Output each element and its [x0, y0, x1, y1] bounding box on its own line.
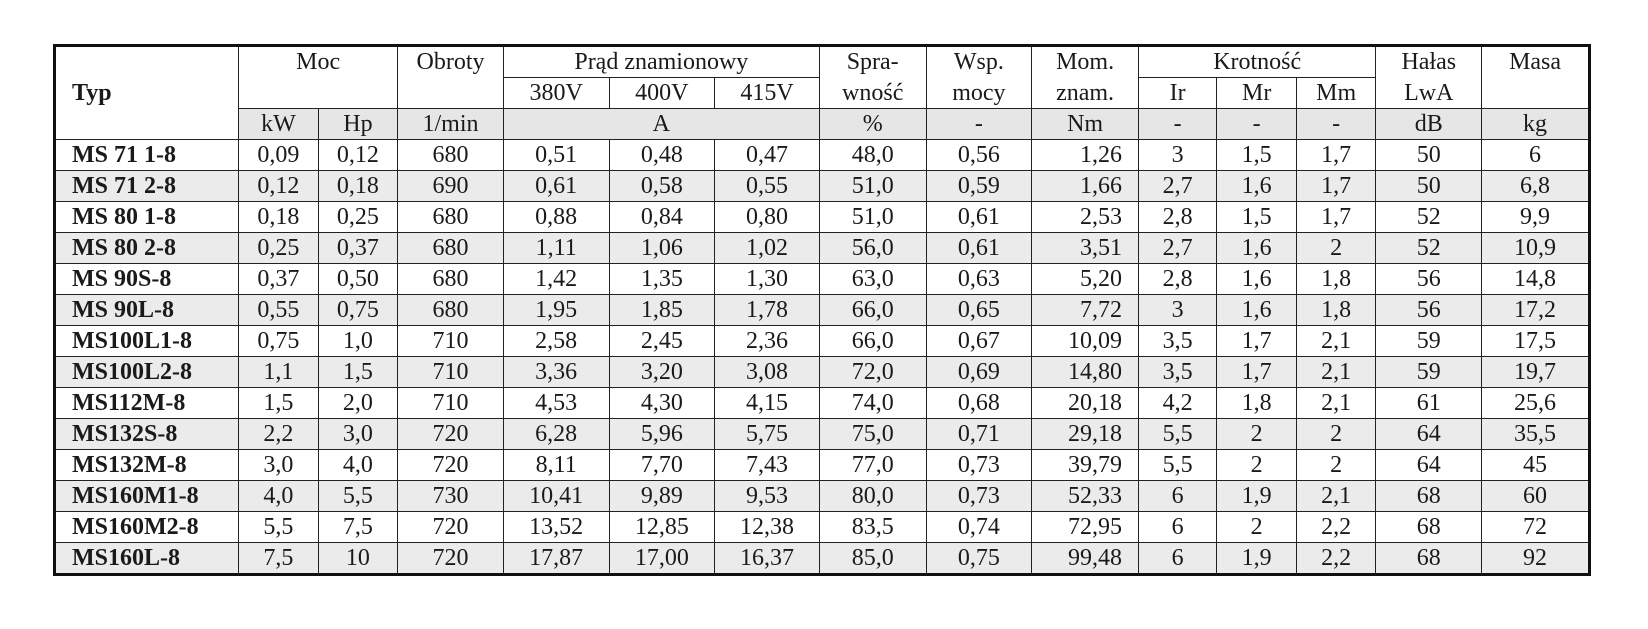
cell-krotnosc-ir: 2,8 — [1138, 202, 1216, 233]
table-row — [55, 295, 1590, 326]
cell-wsp-mocy: 0,69 — [926, 357, 1032, 388]
table-row — [55, 357, 1590, 388]
table-row — [55, 481, 1590, 512]
cell-krotnosc-mr: 1,7 — [1217, 357, 1297, 388]
cell-prad-400v: 0,58 — [609, 171, 715, 202]
motor-spec-table — [53, 44, 1591, 576]
cell-typ: MS 80 2-8 — [55, 233, 239, 264]
cell-prad-380v: 4,53 — [503, 388, 609, 419]
cell-krotnosc-mm: 1,8 — [1296, 264, 1376, 295]
cell-masa: 6,8 — [1482, 171, 1590, 202]
cell-obroty: 720 — [398, 512, 504, 543]
cell-moc-hp: 0,12 — [318, 140, 398, 171]
cell-masa: 6 — [1482, 140, 1590, 171]
cell-halas: 52 — [1376, 202, 1482, 233]
cell-moment: 20,18 — [1032, 388, 1139, 419]
cell-prad-415v: 0,47 — [715, 140, 820, 171]
cell-obroty: 680 — [398, 140, 504, 171]
cell-krotnosc-ir: 4,2 — [1138, 388, 1216, 419]
cell-moc-hp: 0,18 — [318, 171, 398, 202]
header-moc: Moc — [239, 46, 398, 109]
cell-krotnosc-ir: 5,5 — [1138, 419, 1216, 450]
cell-prad-415v: 1,02 — [715, 233, 820, 264]
cell-sprawnosc: 75,0 — [819, 419, 926, 450]
cell-prad-415v: 3,08 — [715, 357, 820, 388]
cell-wsp-mocy: 0,56 — [926, 140, 1032, 171]
cell-prad-380v: 2,58 — [503, 326, 609, 357]
cell-krotnosc-mm: 2,1 — [1296, 388, 1376, 419]
cell-krotnosc-mr: 2 — [1217, 419, 1297, 450]
cell-wsp-mocy: 0,75 — [926, 543, 1032, 575]
cell-krotnosc-ir: 2,7 — [1138, 233, 1216, 264]
cell-moc-hp: 5,5 — [318, 481, 398, 512]
cell-typ: MS132M-8 — [55, 450, 239, 481]
cell-obroty: 680 — [398, 202, 504, 233]
header-prad: Prąd znamionowy — [503, 46, 819, 78]
cell-krotnosc-mm: 2,1 — [1296, 357, 1376, 388]
cell-krotnosc-mr: 1,6 — [1217, 171, 1297, 202]
cell-moc-hp: 10 — [318, 543, 398, 575]
cell-moc-kw: 3,0 — [239, 450, 319, 481]
cell-moment: 72,95 — [1032, 512, 1139, 543]
cell-prad-380v: 0,61 — [503, 171, 609, 202]
cell-sprawnosc: 48,0 — [819, 140, 926, 171]
cell-moment: 1,66 — [1032, 171, 1139, 202]
cell-krotnosc-ir: 3,5 — [1138, 357, 1216, 388]
cell-typ: MS112M-8 — [55, 388, 239, 419]
cell-typ: MS 90S-8 — [55, 264, 239, 295]
cell-moment: 39,79 — [1032, 450, 1139, 481]
header-units-row — [55, 109, 1590, 140]
cell-krotnosc-mm: 1,7 — [1296, 202, 1376, 233]
header-mom-bottom: znam. — [1032, 78, 1139, 109]
cell-prad-380v: 8,11 — [503, 450, 609, 481]
cell-prad-380v: 10,41 — [503, 481, 609, 512]
cell-moc-kw: 0,09 — [239, 140, 319, 171]
cell-moc-hp: 0,25 — [318, 202, 398, 233]
cell-masa: 25,6 — [1482, 388, 1590, 419]
cell-moc-kw: 0,18 — [239, 202, 319, 233]
cell-halas: 64 — [1376, 419, 1482, 450]
cell-moc-kw: 7,5 — [239, 543, 319, 575]
cell-typ: MS160M1-8 — [55, 481, 239, 512]
header-mom-top: Mom. — [1032, 46, 1139, 78]
cell-sprawnosc: 83,5 — [819, 512, 926, 543]
cell-moc-kw: 1,5 — [239, 388, 319, 419]
cell-typ: MS100L2-8 — [55, 357, 239, 388]
header-krotnosc: Krotność — [1138, 46, 1376, 78]
cell-masa: 9,9 — [1482, 202, 1590, 233]
cell-moc-hp: 0,50 — [318, 264, 398, 295]
cell-sprawnosc: 80,0 — [819, 481, 926, 512]
cell-prad-415v: 2,36 — [715, 326, 820, 357]
cell-wsp-mocy: 0,74 — [926, 512, 1032, 543]
cell-prad-400v: 17,00 — [609, 543, 715, 575]
cell-prad-380v: 1,42 — [503, 264, 609, 295]
cell-prad-380v: 1,95 — [503, 295, 609, 326]
cell-moment: 52,33 — [1032, 481, 1139, 512]
cell-wsp-mocy: 0,65 — [926, 295, 1032, 326]
header-voltage-415: 415V — [715, 78, 820, 109]
cell-prad-415v: 9,53 — [715, 481, 820, 512]
cell-krotnosc-mr: 1,9 — [1217, 481, 1297, 512]
unit-prad: A — [503, 109, 819, 140]
header-krotnosc-mr: Mr — [1217, 78, 1297, 109]
cell-halas: 68 — [1376, 481, 1482, 512]
cell-wsp-mocy: 0,61 — [926, 202, 1032, 233]
cell-krotnosc-ir: 6 — [1138, 543, 1216, 575]
cell-obroty: 720 — [398, 450, 504, 481]
cell-wsp-mocy: 0,67 — [926, 326, 1032, 357]
cell-masa: 17,5 — [1482, 326, 1590, 357]
cell-krotnosc-mr: 1,6 — [1217, 295, 1297, 326]
cell-wsp-mocy: 0,59 — [926, 171, 1032, 202]
cell-obroty: 730 — [398, 481, 504, 512]
cell-prad-415v: 4,15 — [715, 388, 820, 419]
cell-prad-400v: 0,48 — [609, 140, 715, 171]
unit-mm: - — [1296, 109, 1376, 140]
cell-obroty: 710 — [398, 388, 504, 419]
cell-krotnosc-mr: 1,6 — [1217, 264, 1297, 295]
cell-halas: 50 — [1376, 171, 1482, 202]
cell-prad-415v: 16,37 — [715, 543, 820, 575]
cell-prad-415v: 1,78 — [715, 295, 820, 326]
header-typ: Typ — [55, 46, 239, 140]
cell-moment: 7,72 — [1032, 295, 1139, 326]
cell-moment: 29,18 — [1032, 419, 1139, 450]
cell-masa: 19,7 — [1482, 357, 1590, 388]
unit-obroty: 1/min — [398, 109, 504, 140]
cell-halas: 56 — [1376, 295, 1482, 326]
cell-masa: 17,2 — [1482, 295, 1590, 326]
cell-krotnosc-mr: 1,5 — [1217, 140, 1297, 171]
cell-typ: MS 71 1-8 — [55, 140, 239, 171]
cell-prad-415v: 0,55 — [715, 171, 820, 202]
cell-moc-kw: 5,5 — [239, 512, 319, 543]
header-voltage-400: 400V — [609, 78, 715, 109]
cell-obroty: 710 — [398, 326, 504, 357]
cell-moc-hp: 7,5 — [318, 512, 398, 543]
cell-typ: MS 80 1-8 — [55, 202, 239, 233]
cell-krotnosc-ir: 2,7 — [1138, 171, 1216, 202]
cell-prad-380v: 3,36 — [503, 357, 609, 388]
cell-prad-380v: 0,88 — [503, 202, 609, 233]
cell-sprawnosc: 72,0 — [819, 357, 926, 388]
cell-obroty: 720 — [398, 543, 504, 575]
cell-prad-415v: 5,75 — [715, 419, 820, 450]
cell-wsp-mocy: 0,73 — [926, 450, 1032, 481]
cell-krotnosc-mm: 1,8 — [1296, 295, 1376, 326]
cell-sprawnosc: 66,0 — [819, 295, 926, 326]
cell-obroty: 690 — [398, 171, 504, 202]
cell-moc-kw: 0,75 — [239, 326, 319, 357]
cell-typ: MS100L1-8 — [55, 326, 239, 357]
cell-masa: 14,8 — [1482, 264, 1590, 295]
cell-obroty: 680 — [398, 233, 504, 264]
cell-moc-hp: 0,37 — [318, 233, 398, 264]
cell-halas: 56 — [1376, 264, 1482, 295]
header-krotnosc-ir: Ir — [1138, 78, 1216, 109]
cell-moc-hp: 2,0 — [318, 388, 398, 419]
unit-halas: dB — [1376, 109, 1482, 140]
unit-ir: - — [1138, 109, 1216, 140]
cell-wsp-mocy: 0,61 — [926, 233, 1032, 264]
cell-obroty: 710 — [398, 357, 504, 388]
cell-krotnosc-mm: 2 — [1296, 419, 1376, 450]
unit-hp: Hp — [318, 109, 398, 140]
cell-krotnosc-mr: 1,9 — [1217, 543, 1297, 575]
cell-moc-kw: 0,37 — [239, 264, 319, 295]
cell-sprawnosc: 85,0 — [819, 543, 926, 575]
cell-moc-hp: 4,0 — [318, 450, 398, 481]
cell-krotnosc-mm: 2,1 — [1296, 481, 1376, 512]
table-row — [55, 543, 1590, 575]
cell-prad-400v: 1,35 — [609, 264, 715, 295]
unit-wsp: - — [926, 109, 1032, 140]
cell-halas: 50 — [1376, 140, 1482, 171]
cell-prad-400v: 7,70 — [609, 450, 715, 481]
header-halas-top: Hałas — [1376, 46, 1482, 78]
cell-moc-kw: 0,12 — [239, 171, 319, 202]
table-body — [55, 140, 1590, 575]
cell-krotnosc-mm: 2,2 — [1296, 512, 1376, 543]
cell-prad-400v: 12,85 — [609, 512, 715, 543]
cell-krotnosc-mr: 2 — [1217, 512, 1297, 543]
cell-sprawnosc: 63,0 — [819, 264, 926, 295]
cell-typ: MS 71 2-8 — [55, 171, 239, 202]
cell-prad-380v: 6,28 — [503, 419, 609, 450]
cell-krotnosc-mm: 2,1 — [1296, 326, 1376, 357]
unit-mr: - — [1217, 109, 1297, 140]
cell-moc-hp: 0,75 — [318, 295, 398, 326]
unit-masa: kg — [1482, 109, 1590, 140]
cell-moc-kw: 0,25 — [239, 233, 319, 264]
cell-prad-400v: 3,20 — [609, 357, 715, 388]
cell-moment: 10,09 — [1032, 326, 1139, 357]
cell-moc-hp: 1,5 — [318, 357, 398, 388]
cell-halas: 68 — [1376, 512, 1482, 543]
cell-typ: MS 90L-8 — [55, 295, 239, 326]
cell-sprawnosc: 51,0 — [819, 202, 926, 233]
table-row — [55, 450, 1590, 481]
cell-typ: MS132S-8 — [55, 419, 239, 450]
table-row — [55, 171, 1590, 202]
header-wsp-top: Wsp. — [926, 46, 1032, 78]
cell-moment: 14,80 — [1032, 357, 1139, 388]
cell-masa: 10,9 — [1482, 233, 1590, 264]
cell-krotnosc-ir: 6 — [1138, 512, 1216, 543]
table-row — [55, 140, 1590, 171]
table-row — [55, 264, 1590, 295]
cell-moc-hp: 1,0 — [318, 326, 398, 357]
cell-wsp-mocy: 0,73 — [926, 481, 1032, 512]
cell-halas: 52 — [1376, 233, 1482, 264]
header-row-1 — [55, 46, 1590, 78]
cell-krotnosc-mm: 2,2 — [1296, 543, 1376, 575]
cell-typ: MS160L-8 — [55, 543, 239, 575]
cell-prad-400v: 4,30 — [609, 388, 715, 419]
cell-halas: 64 — [1376, 450, 1482, 481]
cell-moc-hp: 3,0 — [318, 419, 398, 450]
cell-typ: MS160M2-8 — [55, 512, 239, 543]
cell-prad-400v: 0,84 — [609, 202, 715, 233]
cell-moc-kw: 0,55 — [239, 295, 319, 326]
cell-prad-400v: 9,89 — [609, 481, 715, 512]
cell-moment: 1,26 — [1032, 140, 1139, 171]
cell-moment: 5,20 — [1032, 264, 1139, 295]
cell-krotnosc-mr: 1,7 — [1217, 326, 1297, 357]
cell-obroty: 680 — [398, 295, 504, 326]
table-row — [55, 202, 1590, 233]
table-row — [55, 388, 1590, 419]
cell-sprawnosc: 56,0 — [819, 233, 926, 264]
cell-obroty: 720 — [398, 419, 504, 450]
cell-krotnosc-mm: 1,7 — [1296, 171, 1376, 202]
cell-sprawnosc: 77,0 — [819, 450, 926, 481]
table-row — [55, 233, 1590, 264]
header-voltage-380: 380V — [503, 78, 609, 109]
cell-moc-kw: 2,2 — [239, 419, 319, 450]
header-halas-bottom: LwA — [1376, 78, 1482, 109]
cell-moment: 99,48 — [1032, 543, 1139, 575]
cell-moc-kw: 1,1 — [239, 357, 319, 388]
cell-prad-380v: 13,52 — [503, 512, 609, 543]
cell-krotnosc-mr: 1,5 — [1217, 202, 1297, 233]
cell-masa: 60 — [1482, 481, 1590, 512]
cell-krotnosc-mm: 2 — [1296, 450, 1376, 481]
cell-prad-380v: 1,11 — [503, 233, 609, 264]
cell-masa: 45 — [1482, 450, 1590, 481]
table-row — [55, 419, 1590, 450]
cell-masa: 35,5 — [1482, 419, 1590, 450]
cell-wsp-mocy: 0,68 — [926, 388, 1032, 419]
cell-obroty: 680 — [398, 264, 504, 295]
cell-moment: 2,53 — [1032, 202, 1139, 233]
cell-halas: 61 — [1376, 388, 1482, 419]
cell-krotnosc-mm: 1,7 — [1296, 140, 1376, 171]
cell-prad-400v: 1,06 — [609, 233, 715, 264]
cell-masa: 92 — [1482, 543, 1590, 575]
table-row — [55, 512, 1590, 543]
cell-prad-400v: 1,85 — [609, 295, 715, 326]
cell-moc-kw: 4,0 — [239, 481, 319, 512]
table-row — [55, 326, 1590, 357]
cell-prad-400v: 5,96 — [609, 419, 715, 450]
cell-krotnosc-ir: 3,5 — [1138, 326, 1216, 357]
cell-prad-415v: 0,80 — [715, 202, 820, 233]
header-masa: Masa — [1482, 46, 1590, 109]
cell-halas: 59 — [1376, 357, 1482, 388]
cell-prad-415v: 12,38 — [715, 512, 820, 543]
cell-prad-380v: 0,51 — [503, 140, 609, 171]
cell-prad-415v: 1,30 — [715, 264, 820, 295]
cell-krotnosc-ir: 3 — [1138, 295, 1216, 326]
cell-wsp-mocy: 0,71 — [926, 419, 1032, 450]
cell-krotnosc-ir: 2,8 — [1138, 264, 1216, 295]
header-krotnosc-mm: Mm — [1296, 78, 1376, 109]
cell-halas: 59 — [1376, 326, 1482, 357]
cell-wsp-mocy: 0,63 — [926, 264, 1032, 295]
cell-krotnosc-mm: 2 — [1296, 233, 1376, 264]
cell-moment: 3,51 — [1032, 233, 1139, 264]
unit-sprawnosc: % — [819, 109, 926, 140]
cell-krotnosc-mr: 2 — [1217, 450, 1297, 481]
header-sprawnosc-bottom: wność — [819, 78, 926, 109]
cell-krotnosc-mr: 1,6 — [1217, 233, 1297, 264]
cell-prad-400v: 2,45 — [609, 326, 715, 357]
cell-sprawnosc: 66,0 — [819, 326, 926, 357]
cell-sprawnosc: 74,0 — [819, 388, 926, 419]
cell-krotnosc-ir: 3 — [1138, 140, 1216, 171]
unit-mom: Nm — [1032, 109, 1139, 140]
cell-krotnosc-ir: 6 — [1138, 481, 1216, 512]
unit-kw: kW — [239, 109, 319, 140]
cell-krotnosc-ir: 5,5 — [1138, 450, 1216, 481]
header-wsp-bottom: mocy — [926, 78, 1032, 109]
header-obroty: Obroty — [398, 46, 504, 109]
cell-prad-415v: 7,43 — [715, 450, 820, 481]
cell-krotnosc-mr: 1,8 — [1217, 388, 1297, 419]
cell-sprawnosc: 51,0 — [819, 171, 926, 202]
cell-prad-380v: 17,87 — [503, 543, 609, 575]
table-header — [55, 46, 1590, 140]
cell-halas: 68 — [1376, 543, 1482, 575]
cell-masa: 72 — [1482, 512, 1590, 543]
header-sprawnosc-top: Spra- — [819, 46, 926, 78]
